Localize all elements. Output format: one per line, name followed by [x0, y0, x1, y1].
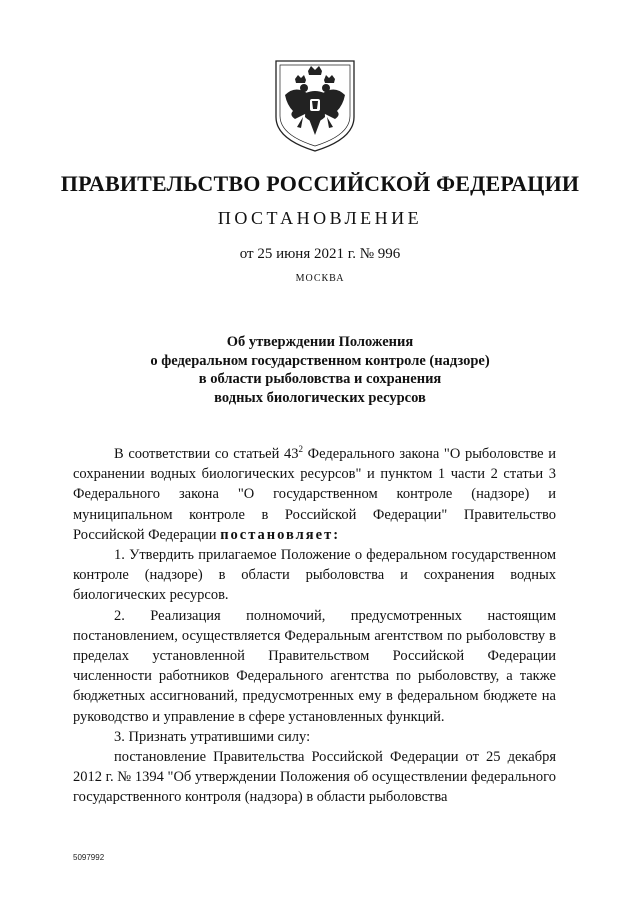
preamble-paragraph: [73, 444, 556, 545]
russian-coat-of-arms-icon: [273, 55, 357, 153]
document-body: [73, 444, 556, 808]
government-name: ПРАВИТЕЛЬСТВО РОССИЙСКОЙ ФЕДЕРАЦИИ: [60, 171, 580, 196]
article-superscript: 2: [298, 444, 304, 455]
preamble-text: Федерального закона "О рыболовстве и сохранении водных биологических ресурсов" и пунктом 1 части 2 статьи 3 Федерального закона "О государственном контроле (надзоре) и муниципальном контроле в Российской Федерации" Правительство Российской Федерации: [73, 446, 556, 543]
date-prefix: от: [239, 246, 254, 262]
document-title: [0, 333, 640, 407]
title-line: в области рыболовства и сохранения: [198, 371, 442, 387]
item-paragraph: 1. Утвердить прилагаемое Положение о федеральном государственном контроле (надзоре) в области рыболовства и сохранения водных биологических ресурсов.: [73, 547, 556, 604]
date-line: [0, 246, 640, 263]
title-line: о федеральном государственном контроле (надзоре): [150, 352, 490, 369]
document-date: 25 июня 2021 г.: [257, 246, 356, 262]
document-code: 5097992: [73, 853, 105, 862]
title-line: Об утверждении Положения: [226, 334, 414, 350]
item-paragraph: 3. Признать утратившими силу:: [114, 728, 311, 745]
decree-word: постановляет:: [220, 526, 341, 543]
document-number: 996: [377, 246, 401, 262]
title-line: водных биологических ресурсов: [214, 389, 426, 406]
document-type: ПОСТАНОВЛЕНИЕ: [217, 208, 423, 228]
item-paragraph: постановление Правительства Российской Федерации от 25 декабря 2012 г. № 1394 "Об утверждении Положения об осуществлении федерального государственного контроля (надзора) в области рыболовства: [73, 749, 556, 806]
preamble-text: В соответствии со статьей 43: [114, 446, 299, 462]
city: МОСКВА: [295, 273, 345, 284]
item-paragraph: 2. Реализация полномочий, предусмотренных настоящим постановлением, осуществляется Федеральным агентством по рыболовству в пределах установленной Правительством Российской Федерации численности работников Федерального агентства по рыболовству, а также бюджетных ассигнований, предусмотренных ему в федеральном бюджете на руководство и управление в сфере установленных функций.: [73, 607, 556, 725]
number-sign: №: [359, 246, 375, 262]
